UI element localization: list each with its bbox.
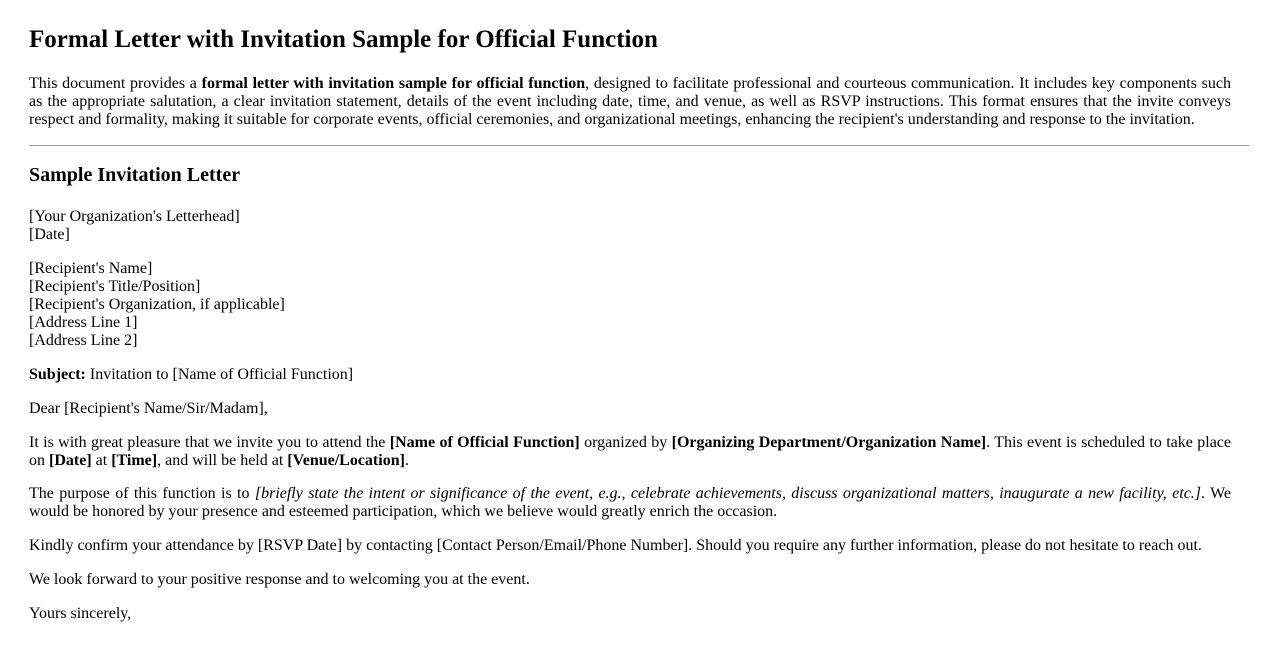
venue-placeholder: [Venue/Location] — [287, 451, 405, 469]
rsvp-paragraph: Kindly confirm your attendance by [RSVP Date] by contacting [Contact Person/Email/Phone Number]. Should you require any further information, please do not hesitate to reach out. — [29, 537, 1202, 555]
section-heading: Sample Invitation Letter — [29, 164, 241, 187]
recipient-organization-line: [Recipient's Organization, if applicable] — [29, 296, 285, 314]
invite-seg: at — [91, 451, 112, 469]
intro-text-bold: formal letter with invitation sample for official function — [201, 74, 586, 92]
intro-text-pre: This document provides a — [29, 74, 202, 92]
invite-seg: . This event is scheduled to take place on — [29, 433, 1232, 469]
date-line: [Date] — [29, 226, 70, 244]
invitation-paragraph — [29, 434, 1231, 470]
invite-seg: , and will be held at — [157, 451, 288, 469]
document-page — [0, 26, 1278, 653]
recipient-block — [29, 260, 1231, 350]
invite-seg: It is with great pleasure that we invite you to attend the — [29, 433, 390, 451]
signoff-line: Yours sincerely, — [29, 605, 132, 623]
purpose-placeholder: [briefly state the intent or significance of the event, e.g., celebrate achievements, discuss organizational matters, inaugurate a new facility, etc.] — [254, 485, 1202, 503]
recipient-name-line: [Recipient's Name] — [29, 260, 153, 278]
address-line-2: [Address Line 2] — [29, 331, 138, 349]
subject-text: Invitation to [Name of Official Function] — [85, 365, 354, 383]
recipient-title-line: [Recipient's Title/Position] — [29, 278, 201, 296]
purpose-paragraph — [29, 485, 1231, 521]
invite-seg: . — [404, 451, 409, 469]
intro-paragraph — [29, 75, 1231, 129]
function-name-placeholder: [Name of Official Function] — [389, 433, 580, 451]
intro-text-post: , designed to facilitate professional and courteous communication. It includes key components such as the appropriate salutation, a clear invitation statement, details of the event including date, time, and venue, as well as RSVP instructions. This format ensures that the invite conveys respect and formality, making it suitable for corporate events, official ceremonies, and organizational meetings, enhancing the recipient's understanding and response to the invitation. — [29, 74, 1232, 128]
subject-label: Subject: — [29, 365, 86, 383]
organizer-placeholder: [Organizing Department/Organization Name] — [671, 433, 987, 451]
purpose-seg: . We would be honored by your presence and esteemed participation, which we believe would greatly enrich the occasion. — [29, 485, 1232, 521]
purpose-seg: The purpose of this function is to — [29, 485, 255, 503]
greeting-line: Dear [Recipient's Name/Sir/Madam], — [29, 399, 268, 417]
letterhead-line: [Your Organization's Letterhead] — [29, 208, 240, 226]
time-placeholder: [Time] — [111, 451, 158, 469]
subject-line — [29, 366, 1231, 384]
invite-seg: organized by — [579, 433, 672, 451]
divider — [29, 145, 1249, 146]
letterhead-block — [29, 208, 1231, 244]
date-placeholder: [Date] — [49, 451, 92, 469]
closing-paragraph: We look forward to your positive response and to welcoming you at the event. — [29, 571, 530, 589]
address-line-1: [Address Line 1] — [29, 314, 138, 331]
page-title: Formal Letter with Invitation Sample for Official Function — [29, 26, 658, 53]
